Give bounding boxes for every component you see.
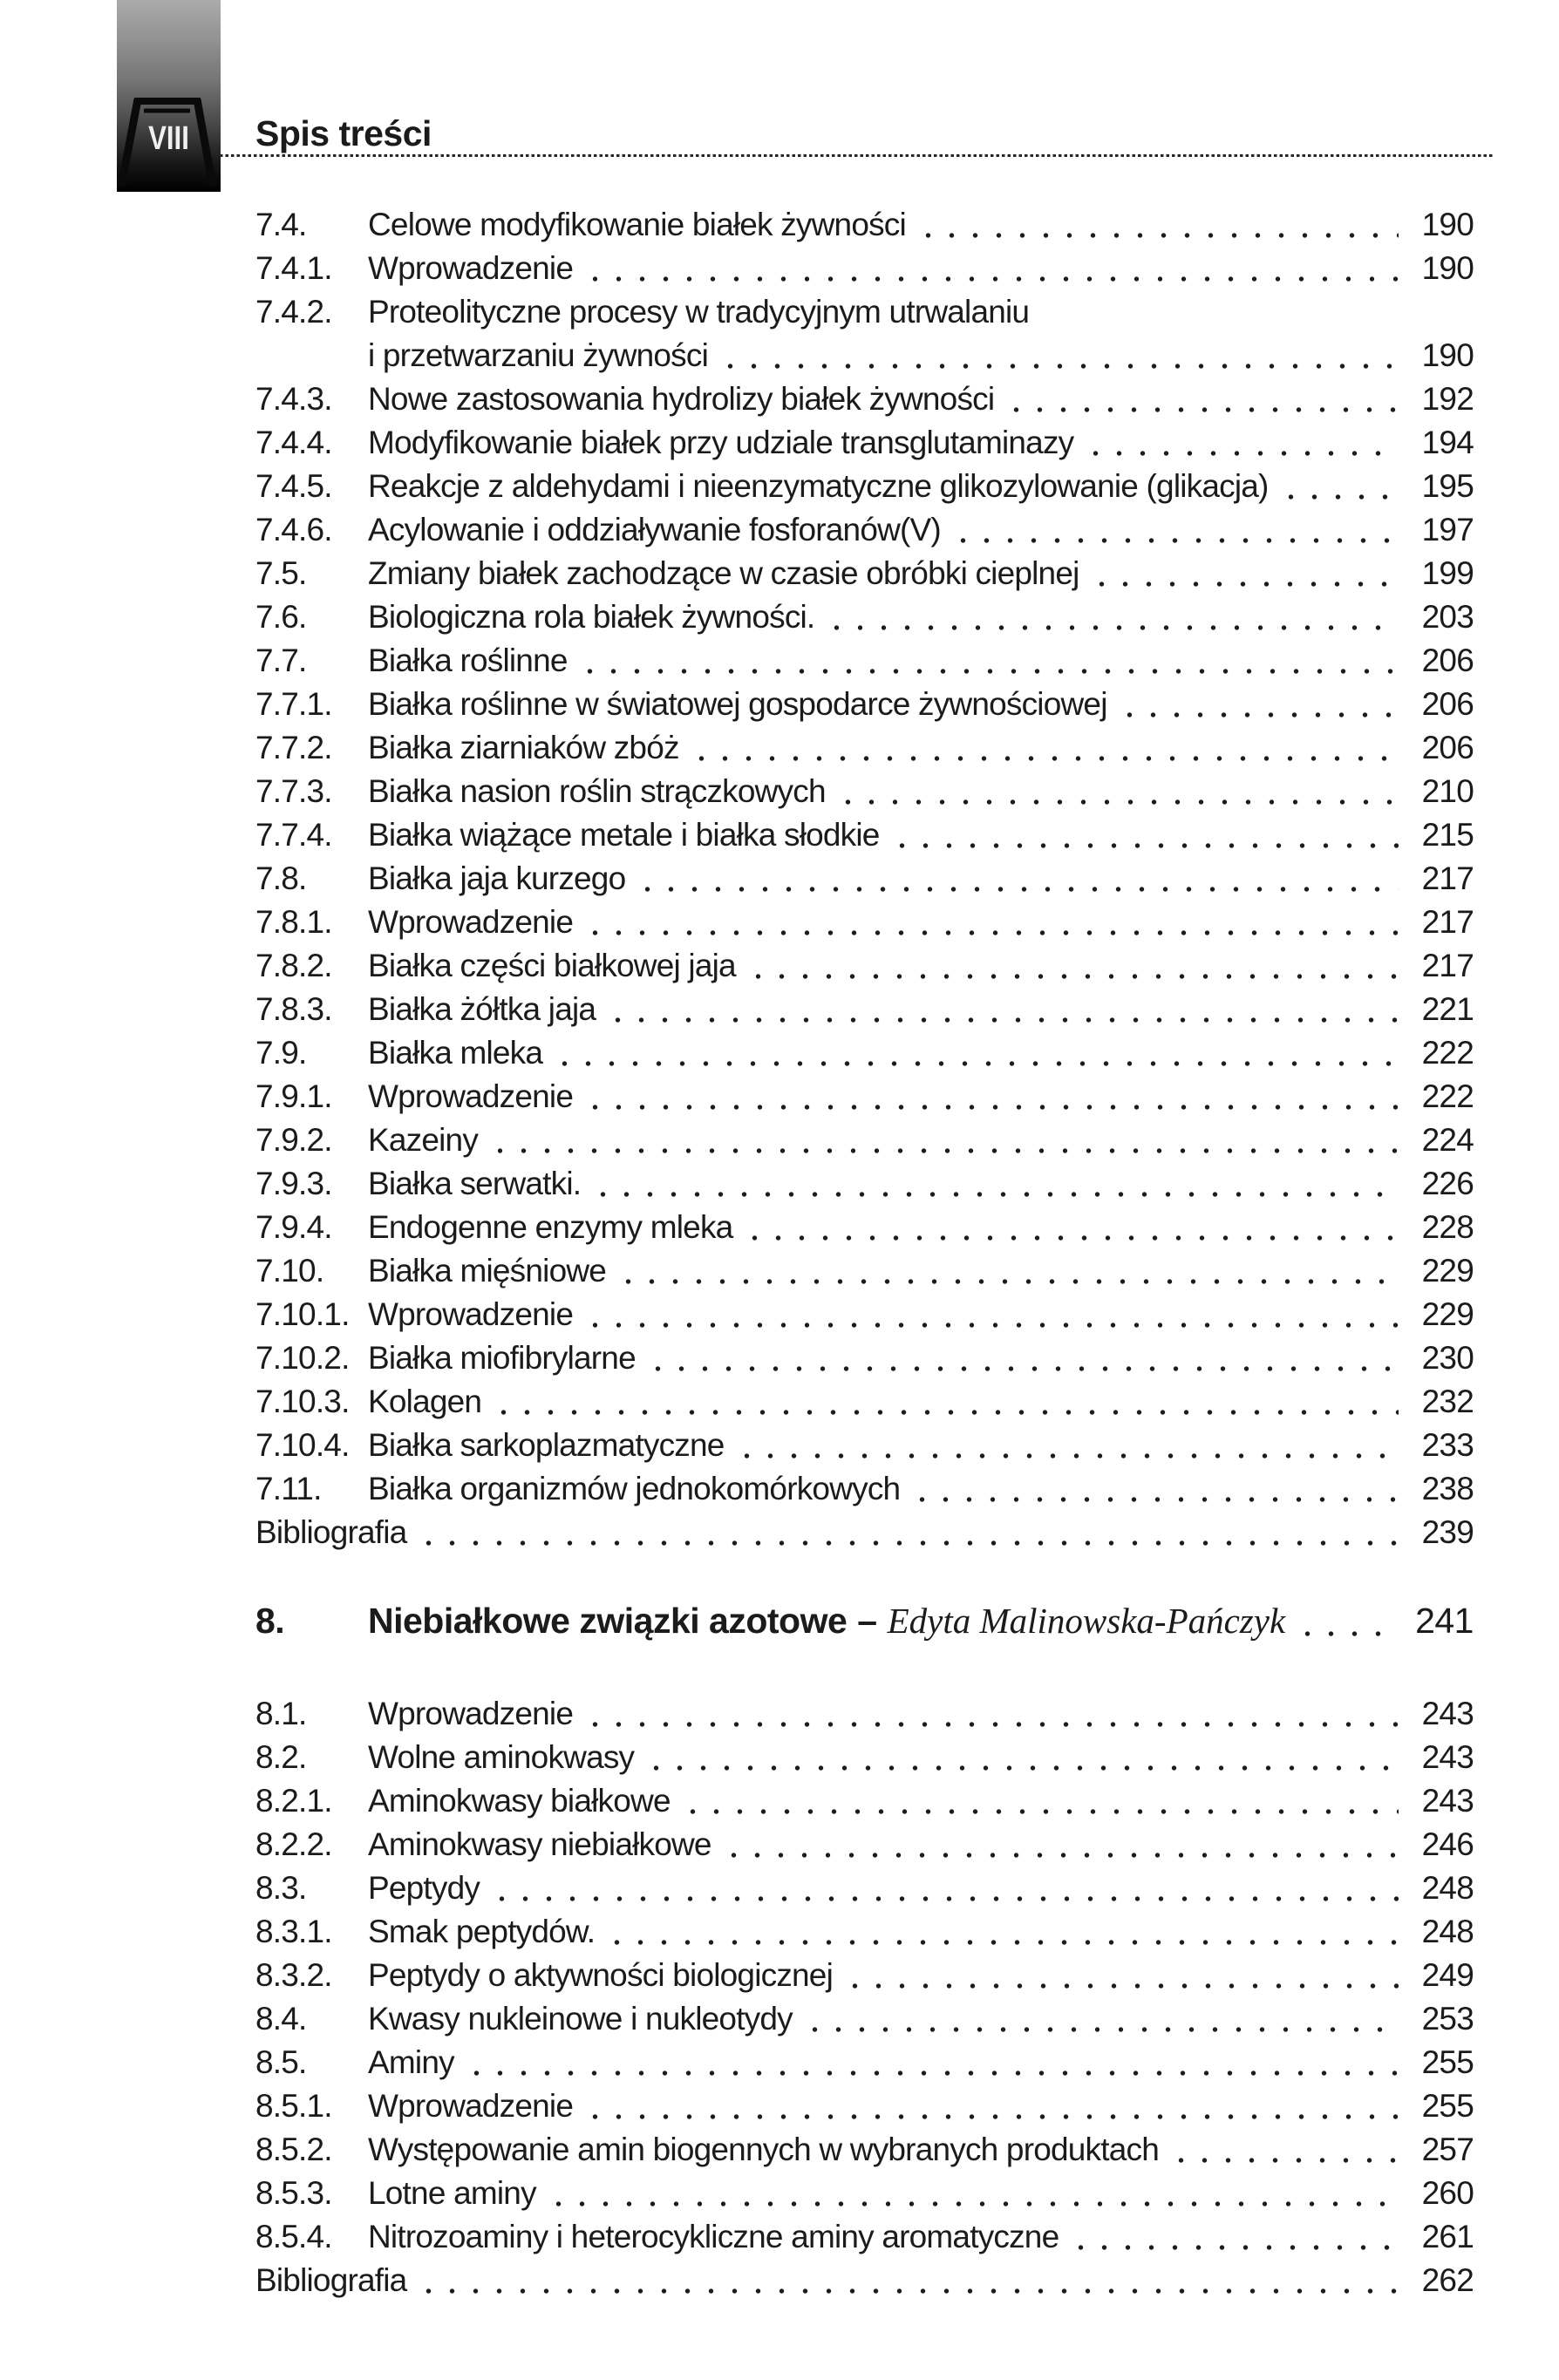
dot-leader <box>1084 421 1399 465</box>
entry-page: 190 <box>1421 250 1474 286</box>
entry-title: Bibliografia <box>255 1514 407 1550</box>
entry-page: 206 <box>1421 730 1474 765</box>
entry-title: Proteolityczne procesy w tradycyjnym utrwalaniu <box>368 294 1030 330</box>
entry-title: Endogenne enzymy mleka <box>368 1209 733 1245</box>
dot-leader <box>583 1692 1399 1736</box>
toc-entry-row <box>255 203 1474 247</box>
entry-title: Wprowadzenie <box>368 1296 574 1332</box>
toc-entry-row <box>255 726 1474 770</box>
entry-number: 7.8. <box>255 860 307 896</box>
toc-entry-row <box>255 2172 1474 2215</box>
entry-title: Zmiany białek zachodzące w czasie obróbki cieplnej <box>368 555 1079 591</box>
entry-number: 7.9.2. <box>255 1122 332 1158</box>
dot-leader <box>1090 552 1399 595</box>
chapter-author: Edyta Malinowska-Pańczyk <box>887 1601 1286 1641</box>
dot-leader <box>583 901 1399 944</box>
dot-leader <box>553 1031 1399 1075</box>
toc-entry-row <box>255 944 1474 988</box>
dot-leader <box>910 1467 1399 1511</box>
toc-entry-row <box>255 421 1474 465</box>
toc-entry-row <box>255 1249 1474 1293</box>
dot-leader <box>916 203 1399 247</box>
toc-entry-row <box>255 770 1474 813</box>
entry-number: 8.5.1. <box>255 2088 332 2124</box>
dot-leader <box>1004 377 1399 421</box>
entry-title: Peptydy o aktywności biologicznej <box>368 1957 834 1993</box>
entry-number: 8.2. <box>255 1739 307 1775</box>
entry-number: 7.5. <box>255 555 307 591</box>
entry-page: 229 <box>1421 1253 1474 1289</box>
dot-leader <box>1069 2215 1399 2259</box>
page-number-badge <box>117 0 221 192</box>
entry-title: Białka wiążące metale i białka słodkie <box>368 817 880 853</box>
toc-entry-row <box>255 988 1474 1031</box>
toc-entry-row <box>255 247 1474 290</box>
toc-entry-row <box>255 1075 1474 1119</box>
dot-leader <box>583 1293 1399 1336</box>
toc-entry-row <box>255 1954 1474 1997</box>
toc-entry-row <box>255 1293 1474 1336</box>
toc-entry-row <box>255 508 1474 552</box>
dot-leader <box>1296 1596 1399 1645</box>
dot-leader <box>417 2259 1399 2302</box>
dot-leader <box>803 1997 1399 2041</box>
entry-title: Smak peptydów. <box>368 1914 596 1949</box>
table-of-contents <box>255 203 1474 2302</box>
entry-title: Peptydy <box>368 1870 480 1906</box>
entry-title: Biologiczna rola białek żywności. <box>368 599 815 635</box>
entry-number: 7.4.4. <box>255 425 332 460</box>
entry-title: Modyfikowanie białek przy udziale transglutaminazy <box>368 425 1074 460</box>
dot-leader <box>547 2172 1399 2215</box>
entry-title: Białka nasion roślin strączkowych <box>368 773 826 809</box>
entry-number: 7.7.1. <box>255 686 332 722</box>
entry-title: Białka roślinne <box>368 643 568 678</box>
entry-page: 194 <box>1421 425 1474 460</box>
dot-leader <box>488 1119 1399 1162</box>
dot-leader <box>1118 683 1399 726</box>
entry-page: 199 <box>1421 555 1474 591</box>
dot-leader <box>578 639 1399 683</box>
entry-page: 222 <box>1421 1078 1474 1114</box>
entry-number: 8.4. <box>255 2001 307 2037</box>
toc-entry-row <box>255 901 1474 944</box>
toc-entry-row <box>255 857 1474 901</box>
dot-leader <box>583 1075 1399 1119</box>
dot-leader <box>606 988 1399 1031</box>
entry-number: 8.3.1. <box>255 1914 332 1949</box>
toc-entry-row <box>255 595 1474 639</box>
entry-page: 248 <box>1421 1870 1474 1906</box>
dot-leader <box>490 1867 1399 1910</box>
entry-title: Białka organizmów jednokomórkowych <box>368 1471 901 1506</box>
entry-number: 7.10.3. <box>255 1384 350 1419</box>
header-rule <box>220 154 1494 157</box>
entry-page: 248 <box>1421 1914 1474 1949</box>
toc-entry-row <box>255 2259 1474 2302</box>
entry-title: Aminokwasy białkowe <box>368 1783 671 1819</box>
entry-number: 7.9.4. <box>255 1209 332 1245</box>
entry-page: 215 <box>1421 817 1474 853</box>
dot-leader <box>743 1206 1399 1249</box>
entry-number: 7.11. <box>255 1471 322 1506</box>
dot-leader <box>1169 2128 1399 2172</box>
entry-title: Wprowadzenie <box>368 250 574 286</box>
entry-page: 217 <box>1421 860 1474 896</box>
dot-leader <box>681 1779 1399 1823</box>
entry-title: Reakcje z aldehydami i nieenzymatyczne glikozylowanie (glikacja) <box>368 468 1269 504</box>
toc-entry-row <box>255 1119 1474 1162</box>
entry-number: 7.7.2. <box>255 730 332 765</box>
entry-page: 249 <box>1421 1957 1474 1993</box>
toc-entry-row <box>255 552 1474 595</box>
entry-page: 224 <box>1421 1122 1474 1158</box>
chapter8-entries <box>255 1692 1474 2302</box>
toc-entry-row <box>255 639 1474 683</box>
entry-title: Bibliografia <box>255 2262 407 2298</box>
entry-page: 217 <box>1421 904 1474 940</box>
entry-page: 206 <box>1421 643 1474 678</box>
entry-title: Wprowadzenie <box>368 1078 574 1114</box>
dot-leader <box>636 857 1399 901</box>
entry-title: Białka mleka <box>368 1035 543 1071</box>
toc-entry-row <box>255 1692 1474 1736</box>
entry-title: Lotne aminy <box>368 2175 536 2211</box>
chapter-title-dash: – <box>857 1601 877 1641</box>
entry-page: 243 <box>1421 1696 1474 1731</box>
entry-page: 257 <box>1421 2132 1474 2167</box>
entry-title: Celowe modyfikowanie białek żywności <box>368 207 906 242</box>
entry-page: 206 <box>1421 686 1474 722</box>
entry-page: 232 <box>1421 1384 1474 1419</box>
dot-leader <box>465 2041 1399 2084</box>
dot-leader <box>605 1910 1399 1954</box>
chapter8-heading <box>255 1596 1474 1645</box>
toc-entry-row <box>255 377 1474 421</box>
entry-page: 260 <box>1421 2175 1474 2211</box>
page-title: Spis treści <box>255 113 432 153</box>
dot-leader <box>1279 465 1399 508</box>
entry-title: Aminy <box>368 2044 454 2080</box>
entry-number: 7.6. <box>255 599 307 635</box>
entry-number: 7.7.4. <box>255 817 332 853</box>
entry-number: 7.10. <box>255 1253 324 1289</box>
entry-number: 8.2.2. <box>255 1826 332 1862</box>
chapter-number: 8. <box>255 1601 285 1641</box>
entry-number: 8.1. <box>255 1696 307 1731</box>
entry-title: Acylowanie i oddziaływanie fosforanów(V) <box>368 512 941 547</box>
entry-page: 233 <box>1421 1427 1474 1463</box>
toc-entry-row <box>255 1380 1474 1424</box>
toc-entry-row <box>255 1910 1474 1954</box>
dot-leader <box>591 1162 1399 1206</box>
toc-entry-row <box>255 465 1474 508</box>
entry-page: 190 <box>1421 337 1474 373</box>
dot-leader <box>843 1954 1399 1997</box>
toc-entry-row <box>255 1162 1474 1206</box>
entry-page: 217 <box>1421 948 1474 983</box>
dot-leader <box>836 770 1399 813</box>
entry-page: 210 <box>1421 773 1474 809</box>
entry-page: 253 <box>1421 2001 1474 2037</box>
entry-number: 7.8.1. <box>255 904 332 940</box>
entry-page: 197 <box>1421 512 1474 547</box>
entry-number: 7.4.2. <box>255 294 332 330</box>
entry-title: Białka serwatki. <box>368 1166 582 1201</box>
entry-number: 8.5. <box>255 2044 307 2080</box>
entry-number: 7.4.3. <box>255 381 332 417</box>
dot-leader <box>583 2084 1399 2128</box>
entry-page: 243 <box>1421 1739 1474 1775</box>
entry-number: 7.4.5. <box>255 468 332 504</box>
entry-title: Białka roślinne w światowej gospodarce żywnościowej <box>368 686 1107 722</box>
entry-title: Białka części białkowej jaja <box>368 948 736 983</box>
entry-title: Wprowadzenie <box>368 1696 574 1731</box>
dot-leader <box>690 726 1399 770</box>
entry-number <box>255 334 368 377</box>
entry-title: Nitrozoaminy i heterocykliczne aminy aromatyczne <box>368 2219 1059 2254</box>
entry-number: 8.5.4. <box>255 2219 332 2254</box>
entry-number: 7.8.3. <box>255 991 332 1027</box>
entry-number: 7.9.1. <box>255 1078 332 1114</box>
dot-leader <box>951 508 1399 552</box>
toc-entry-row <box>255 290 1474 334</box>
entry-title: Białka mięśniowe <box>368 1253 607 1289</box>
entry-title: Białka ziarniaków zbóż <box>368 730 679 765</box>
entry-number: 7.10.1. <box>255 1296 350 1332</box>
toc-entry-row <box>255 1467 1474 1511</box>
toc-entry-row <box>255 2215 1474 2259</box>
entry-number: 8.2.1. <box>255 1783 332 1819</box>
chapter7-entries <box>255 203 1474 1554</box>
entry-page: 222 <box>1421 1035 1474 1071</box>
entry-number: 7.8.2. <box>255 948 332 983</box>
entry-number: 7.9. <box>255 1035 307 1071</box>
entry-title: Występowanie amin biogennych w wybranych produktach <box>368 2132 1159 2167</box>
entry-number: 7.9.3. <box>255 1166 332 1201</box>
entry-number: 7.10.4. <box>255 1427 350 1463</box>
entry-title: Wprowadzenie <box>368 904 574 940</box>
entry-page: 255 <box>1421 2088 1474 2124</box>
entry-page: 230 <box>1421 1340 1474 1376</box>
entry-page: 195 <box>1421 468 1474 504</box>
entry-page: 243 <box>1421 1783 1474 1819</box>
dot-leader <box>825 595 1399 639</box>
toc-entry-row <box>255 2041 1474 2084</box>
dot-leader <box>718 334 1399 377</box>
entry-page: 262 <box>1421 2262 1474 2298</box>
toc-entry-row <box>255 1336 1474 1380</box>
dot-leader <box>644 1736 1399 1779</box>
dot-leader <box>417 1511 1399 1554</box>
entry-page: 246 <box>1421 1826 1474 1862</box>
toc-entry-row <box>255 1867 1474 1910</box>
toc-entry-row <box>255 1424 1474 1467</box>
entry-number: 8.5.2. <box>255 2132 332 2167</box>
entry-number: 8.3. <box>255 1870 307 1906</box>
toc-entry-row <box>255 334 1474 377</box>
toc-entry-row <box>255 1736 1474 1779</box>
chapter-title: Niebiałkowe związki azotowe <box>368 1601 848 1641</box>
dot-leader <box>746 944 1399 988</box>
toc-entry-row <box>255 813 1474 857</box>
entry-title: Wprowadzenie <box>368 2088 574 2124</box>
entry-title: Aminokwasy niebiałkowe <box>368 1826 711 1862</box>
toc-entry-row <box>255 1511 1474 1554</box>
entry-number: 7.4.1. <box>255 250 332 286</box>
toc-entry-row <box>255 2084 1474 2128</box>
entry-number: 7.4.6. <box>255 512 332 547</box>
entry-page: 261 <box>1421 2219 1474 2254</box>
entry-title: Nowe zastosowania hydrolizy białek żywności <box>368 381 995 417</box>
entry-number: 8.5.3. <box>255 2175 332 2211</box>
toc-entry-row <box>255 1997 1474 2041</box>
toc-entry-row <box>255 2128 1474 2172</box>
entry-page: 221 <box>1421 991 1474 1027</box>
entry-page: 239 <box>1421 1514 1474 1550</box>
entry-title: Białka żółtka jaja <box>368 991 596 1027</box>
entry-number: 7.7.3. <box>255 773 332 809</box>
entry-page: 229 <box>1421 1296 1474 1332</box>
trapezoid-ornament-icon <box>117 0 221 192</box>
dot-leader <box>583 247 1399 290</box>
entry-page: 238 <box>1421 1471 1474 1506</box>
chapter-page: 241 <box>1415 1601 1474 1641</box>
dot-leader <box>646 1336 1399 1380</box>
entry-page: 190 <box>1421 207 1474 242</box>
toc-entry-row <box>255 1823 1474 1867</box>
entry-number: 7.10.2. <box>255 1340 350 1376</box>
dot-leader <box>890 813 1399 857</box>
toc-entry-row <box>255 1031 1474 1075</box>
entry-page: 192 <box>1421 381 1474 417</box>
toc-entry-row <box>255 1779 1474 1823</box>
entry-title: Białka jaja kurzego <box>368 860 626 896</box>
entry-title: Kolagen <box>368 1384 482 1419</box>
entry-title: Kwasy nukleinowe i nukleotydy <box>368 2001 793 2037</box>
toc-entry-row <box>255 683 1474 726</box>
entry-page: 255 <box>1421 2044 1474 2080</box>
entry-title: Kazeiny <box>368 1122 479 1158</box>
dot-leader <box>492 1380 1399 1424</box>
dot-leader <box>735 1424 1399 1467</box>
entry-title: i przetwarzaniu żywności <box>368 337 709 373</box>
entry-number: 7.4. <box>255 207 307 242</box>
toc-entry-row <box>255 1206 1474 1249</box>
entry-title: Białka sarkoplazmatyczne <box>368 1427 725 1463</box>
page-number-label: VIII <box>148 120 189 157</box>
entry-title: Białka miofibrylarne <box>368 1340 636 1376</box>
entry-page: 226 <box>1421 1166 1474 1201</box>
entry-page: 228 <box>1421 1209 1474 1245</box>
entry-number: 7.7. <box>255 643 307 678</box>
entry-number: 8.3.2. <box>255 1957 332 1993</box>
entry-title: Wolne aminokwasy <box>368 1739 635 1775</box>
dot-leader <box>722 1823 1399 1867</box>
dot-leader <box>616 1249 1399 1293</box>
entry-page: 203 <box>1421 599 1474 635</box>
